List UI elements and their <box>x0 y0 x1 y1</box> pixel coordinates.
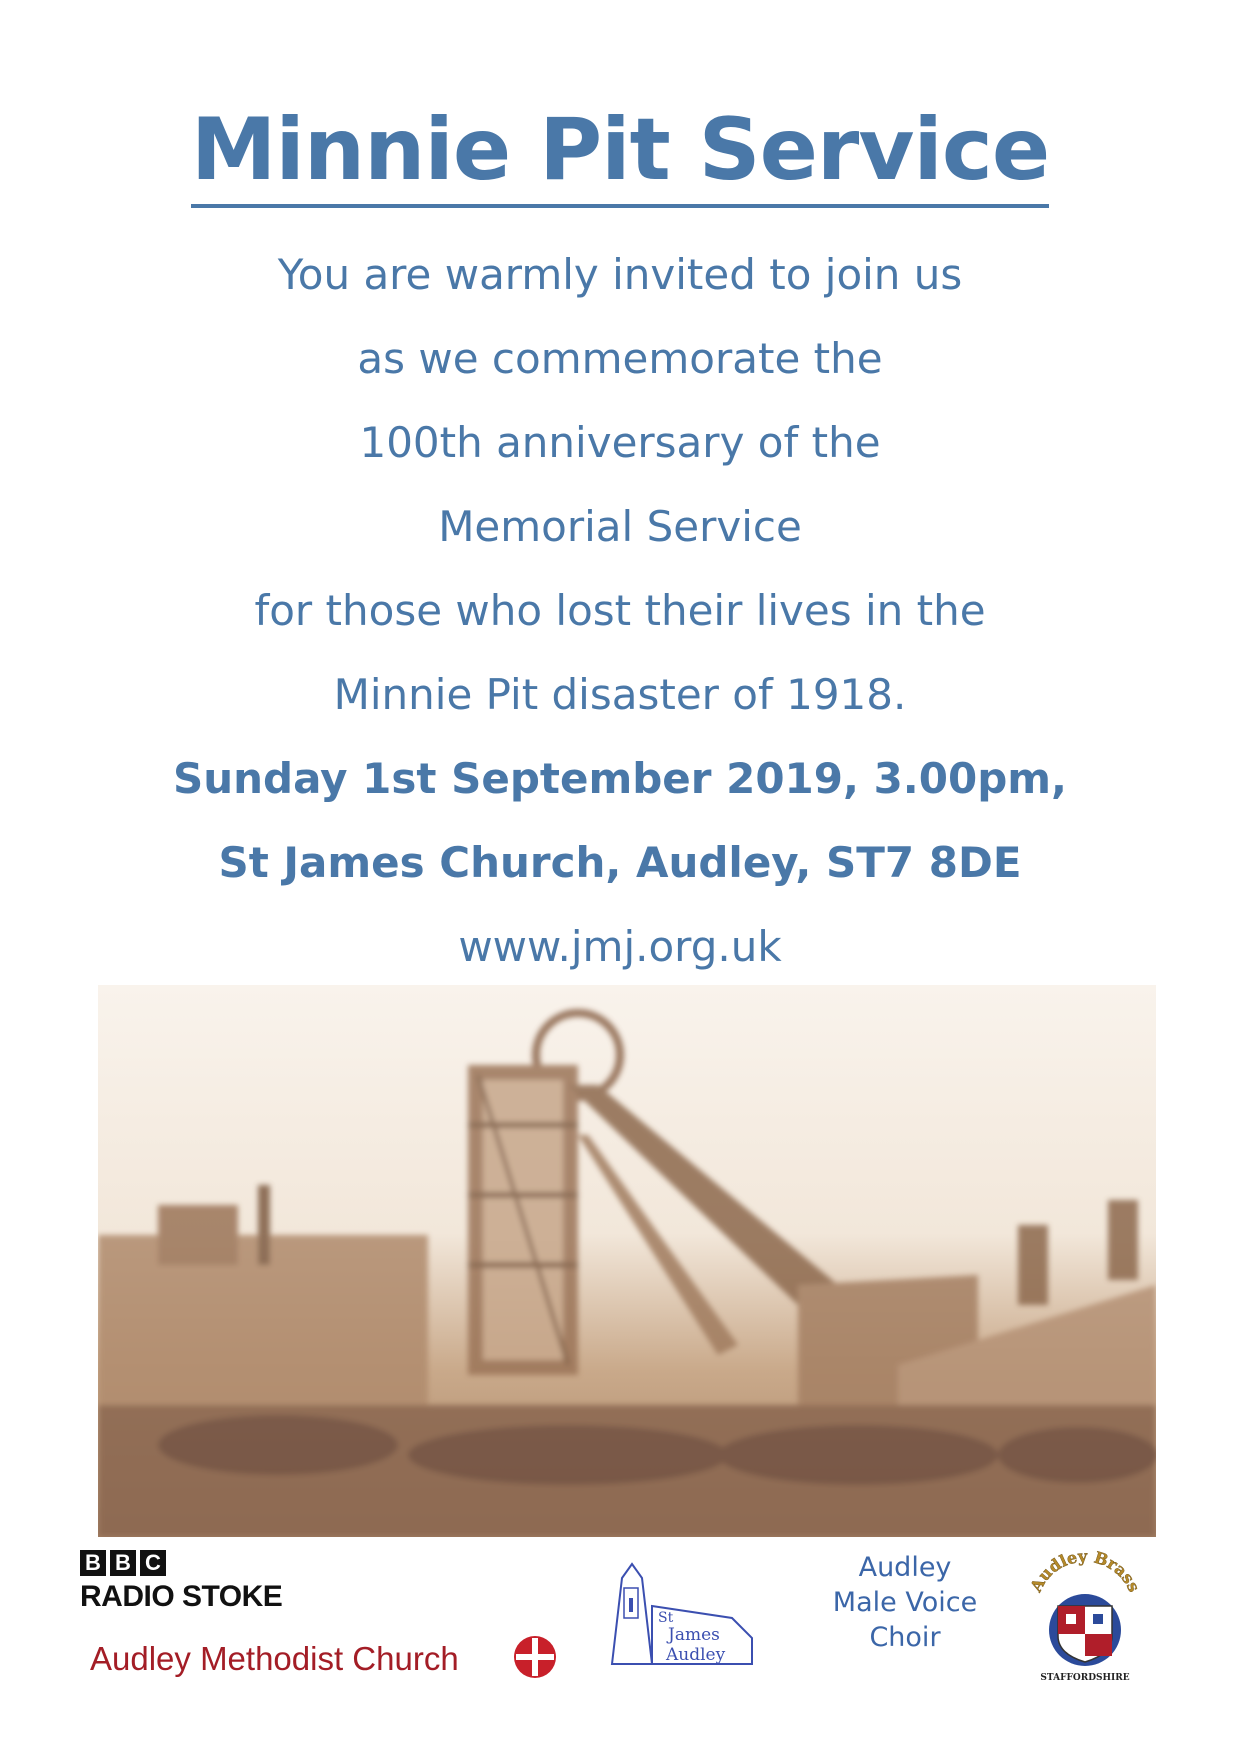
invitation-text <box>0 245 1240 1001</box>
invitation-line-4: Memorial Service <box>438 502 802 551</box>
brass-arc-text <box>1026 1547 1144 1596</box>
audley-brass-crest-icon <box>1020 1544 1150 1684</box>
st-james-st-text: St <box>658 1610 674 1626</box>
sponsor-logos <box>0 1540 1240 1754</box>
pithead-illustration <box>98 985 1156 1537</box>
st-james-james-text: James <box>668 1625 720 1645</box>
invitation-line-2: as we commemorate the <box>357 334 883 383</box>
audley-methodist-church-text: Audley Methodist Church <box>90 1640 459 1677</box>
st-james-church-icon <box>602 1558 762 1670</box>
bbc-blocks <box>80 1550 282 1576</box>
pithead-photo <box>98 985 1156 1537</box>
invitation-line-3: 100th anniversary of the <box>359 418 881 467</box>
st-james-audley-text: Audley <box>666 1645 726 1665</box>
event-website: www.jmj.org.uk <box>458 922 782 971</box>
bbc-block-1: B <box>80 1550 106 1576</box>
methodist-cross-icon <box>512 1634 558 1680</box>
choir-line-3: Choir <box>869 1622 941 1653</box>
bbc-block-3: C <box>140 1550 166 1576</box>
page-title <box>0 100 1240 200</box>
st-james-audley-logo <box>602 1558 762 1675</box>
invitation-line-1: You are warmly invited to join us <box>277 250 963 299</box>
choir-line-2: Male Voice <box>832 1587 978 1618</box>
brass-arc-path-text: Audley Brass <box>1026 1546 1144 1595</box>
audley-male-voice-choir-logo <box>820 1550 990 1655</box>
event-date-time: Sunday 1st September 2019, 3.00pm, <box>173 754 1067 803</box>
invitation-line-6: Minnie Pit disaster of 1918. <box>333 670 907 719</box>
bbc-radio-stoke-logo <box>80 1550 282 1614</box>
brass-county-text: STAFFORDSHIRE <box>1040 1673 1130 1683</box>
bbc-block-2: B <box>110 1550 136 1576</box>
invitation-line-5: for those who lost their lives in the <box>254 586 986 635</box>
title-text: Minnie Pit Service <box>191 100 1049 208</box>
event-venue: St James Church, Audley, ST7 8DE <box>218 838 1022 887</box>
radio-stoke-text: RADIO STOKE <box>80 1580 283 1613</box>
audley-brass-logo <box>1020 1544 1150 1689</box>
choir-line-1: Audley <box>858 1552 952 1583</box>
